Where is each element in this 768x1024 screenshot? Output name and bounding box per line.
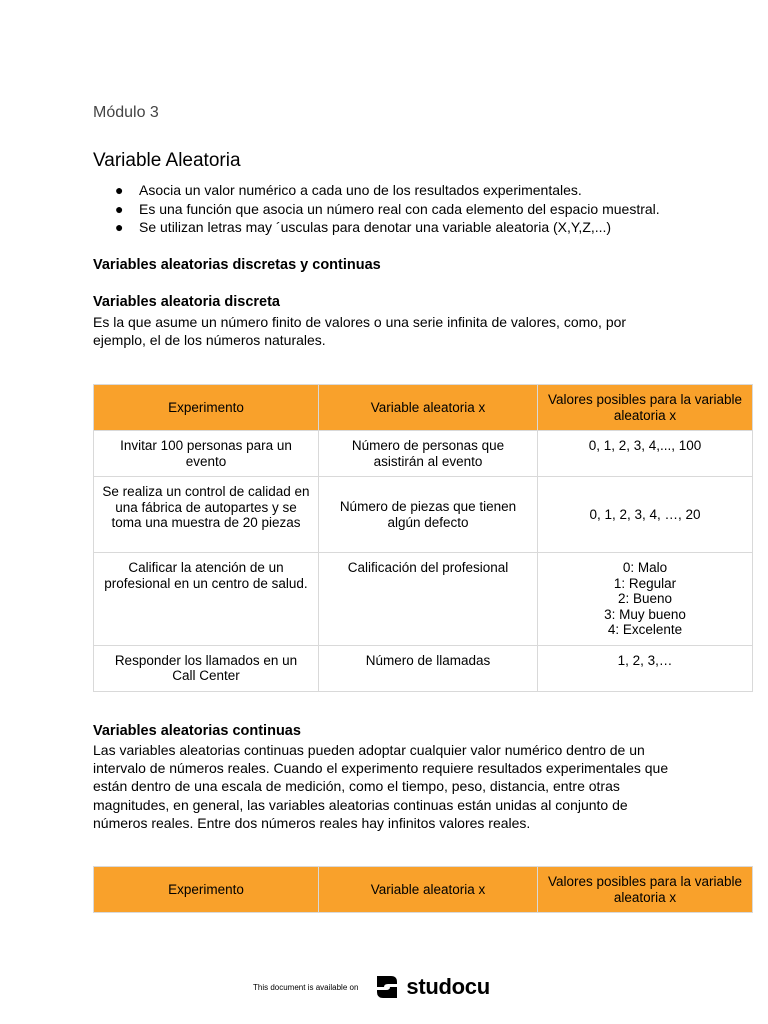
table-row bbox=[94, 477, 753, 553]
cell-values: 1, 2, 3,… bbox=[538, 645, 753, 691]
header-variable: Variable aleatoria x bbox=[319, 385, 538, 431]
footer bbox=[253, 972, 490, 1002]
bullet-text: Asocia un valor numérico a cada uno de los resultados experimentales. bbox=[139, 182, 582, 198]
bullet-text: Se utilizan letras may ´usculas para denotar una variable aleatoria (X,Y,Z,...) bbox=[139, 219, 612, 235]
cell-values: 0, 1, 2, 3, 4,..., 100 bbox=[538, 431, 753, 477]
value-line: 4: Excelente bbox=[607, 622, 683, 637]
studocu-wordmark[interactable]: studocu bbox=[406, 974, 490, 999]
table-row bbox=[94, 645, 753, 691]
footer-text: This document is available on bbox=[253, 982, 359, 992]
header-values: Valores posibles para la variable aleatoria x bbox=[538, 867, 753, 913]
table-header-row bbox=[94, 385, 753, 431]
value-line: 1: Regular bbox=[613, 575, 677, 591]
cell-values: 0, 1, 2, 3, 4, …, 20 bbox=[538, 477, 753, 553]
discrete-table bbox=[93, 384, 753, 692]
header-experiment: Experimento bbox=[94, 867, 319, 913]
cell-experiment: Invitar 100 personas para un evento bbox=[94, 431, 319, 477]
header-values: Valores posibles para la variable aleatoria x bbox=[538, 385, 753, 431]
bullet-icon: ● bbox=[115, 182, 124, 198]
list-item bbox=[93, 218, 660, 237]
continuous-heading: Variables aleatorias continuas bbox=[93, 723, 301, 739]
module-label: Módulo 3 bbox=[93, 104, 159, 121]
value-line: 3: Muy bueno bbox=[604, 606, 686, 622]
cell-experiment: Se realiza un control de calidad en una fábrica de autopartes y se toma una muestra de 20 piezas bbox=[94, 477, 319, 553]
cell-variable: Número de llamadas bbox=[319, 645, 538, 691]
value-line: 2: Bueno bbox=[617, 591, 673, 606]
cell-experiment: Responder los llamados en un Call Center bbox=[94, 645, 319, 691]
header-experiment: Experimento bbox=[94, 385, 319, 431]
cell-variable: Número de piezas que tienen algún defecto bbox=[319, 477, 538, 553]
page-title: Variable Aleatoria bbox=[93, 150, 241, 171]
bullet-list bbox=[93, 181, 660, 237]
discrete-description: Es la que asume un número finito de valores o una serie infinita de valores, como, por ejemplo, el de los números naturales. bbox=[93, 314, 627, 349]
cell-experiment: Calificar la atención de un profesional en un centro de salud. bbox=[94, 553, 319, 646]
cell-values bbox=[538, 553, 753, 646]
continuous-description: Las variables aleatorias continuas pueden adoptar cualquier valor numérico dentro de un intervalo de números reales. Cuando el experimento requiere resultados experimentales que están dentro de una escala de medición, como el tiempo, peso, distancia, entre otras magnitudes, en general, las variables aleatorias continuas están unidas al conjunto de números reales. Entre dos números reales hay infinitos valores reales. bbox=[93, 742, 669, 831]
table-row bbox=[94, 431, 753, 477]
cell-variable: Calificación del profesional bbox=[319, 553, 538, 646]
list-item bbox=[93, 200, 660, 219]
bullet-icon: ● bbox=[115, 219, 124, 235]
list-item bbox=[93, 181, 660, 200]
table-row bbox=[94, 553, 753, 646]
table-header-row bbox=[94, 867, 753, 913]
cell-variable: Número de personas que asistirán al evento bbox=[319, 431, 538, 477]
discrete-heading: Variables aleatoria discreta bbox=[93, 294, 280, 310]
value-line: 0: Malo bbox=[622, 560, 668, 575]
bullet-icon: ● bbox=[115, 200, 124, 217]
section-heading: Variables aleatorias discretas y continuas bbox=[93, 257, 381, 273]
continuous-table bbox=[93, 866, 753, 913]
header-variable: Variable aleatoria x bbox=[319, 867, 538, 913]
bullet-text: Es una función que asocia un número real con cada elemento del espacio muestral. bbox=[139, 200, 660, 217]
studocu-logo-icon[interactable] bbox=[372, 972, 402, 1002]
